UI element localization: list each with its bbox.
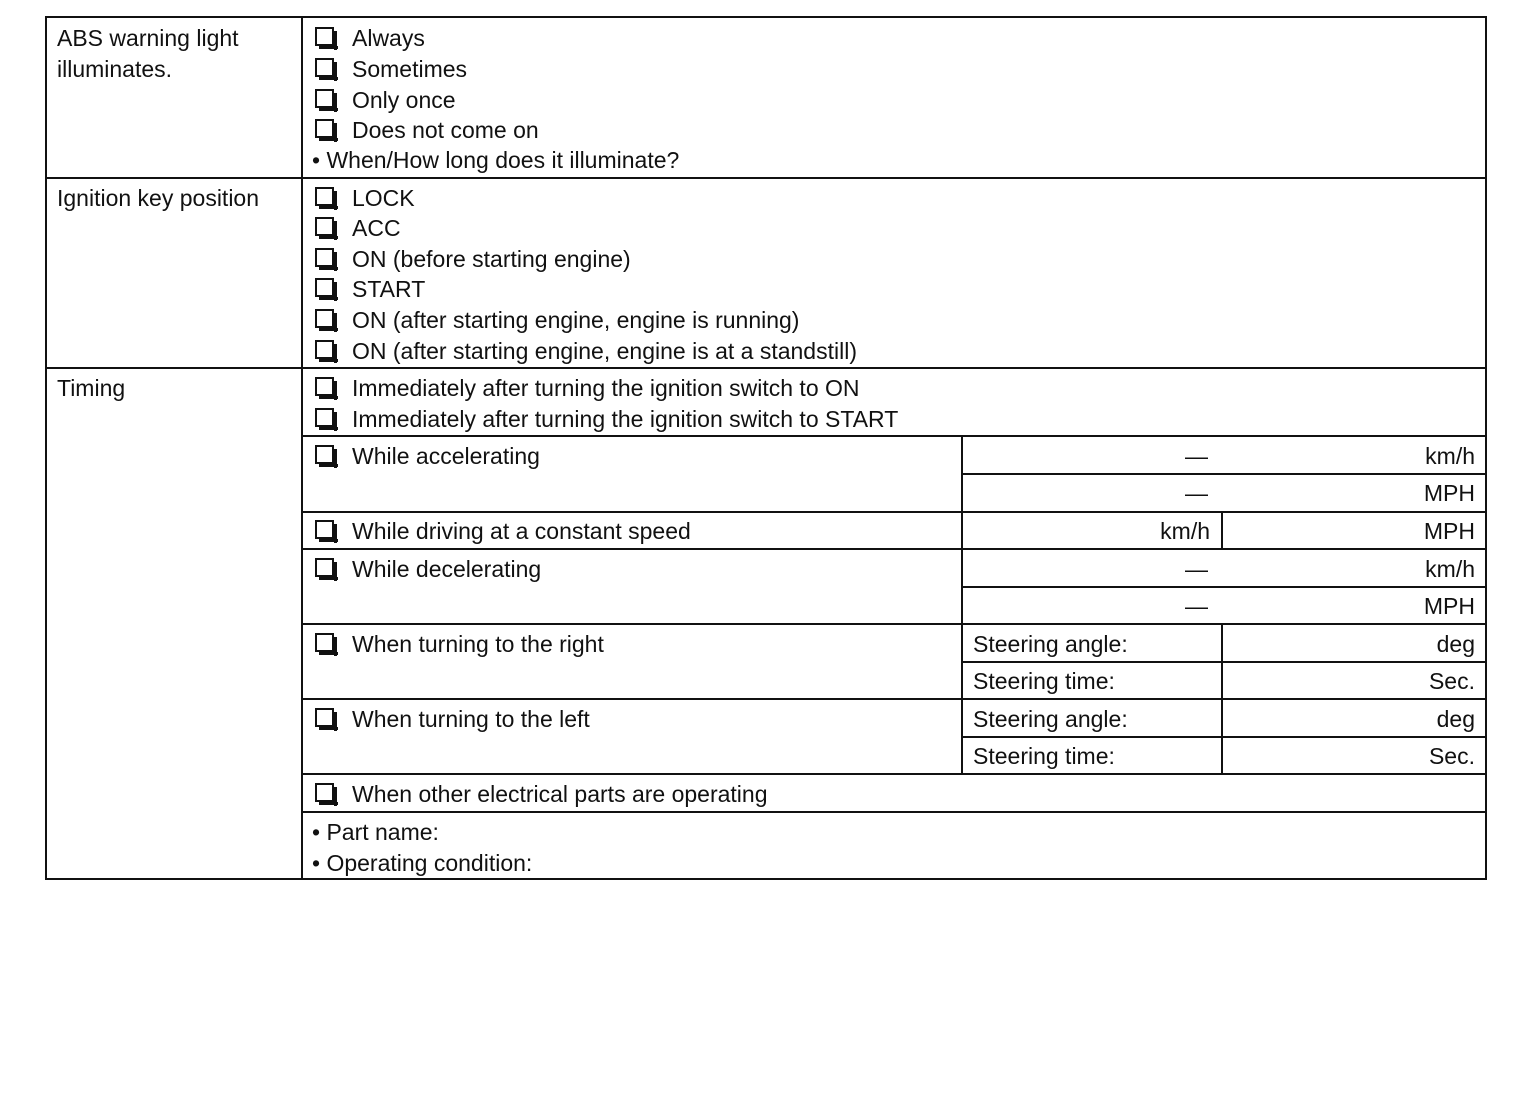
accel-mph-dash: — xyxy=(1185,480,1208,506)
timing-divider-7 xyxy=(301,811,1485,813)
timing-divider-right-sub xyxy=(961,661,1485,663)
option-does-not-come-on: Does not come on xyxy=(352,117,539,143)
decel-mph-dash: — xyxy=(1185,593,1208,619)
abs-when-how-long-note: • When/How long does it illuminate? xyxy=(312,147,680,173)
option-constant-speed: While driving at a constant speed xyxy=(352,518,691,544)
checkbox-always[interactable] xyxy=(315,27,334,46)
option-on-before-start: ON (before starting engine) xyxy=(352,246,631,272)
checkbox-turning-right[interactable] xyxy=(315,633,334,652)
right-steering-angle-label: Steering angle: xyxy=(973,631,1128,657)
checkbox-start[interactable] xyxy=(315,278,334,297)
left-steering-angle-label: Steering angle: xyxy=(973,706,1128,732)
left-steering-angle-unit: deg xyxy=(1436,706,1475,732)
option-start: START xyxy=(352,276,426,302)
decel-mph-unit: MPH xyxy=(1423,593,1475,619)
left-steering-time-label: Steering time: xyxy=(973,743,1115,769)
option-immediately-on: Immediately after turning the ignition switch to ON xyxy=(352,375,860,401)
constant-mph-unit: MPH xyxy=(1423,518,1475,544)
decel-kmh-dash: — xyxy=(1185,556,1208,582)
timing-label: Timing xyxy=(57,375,126,401)
checkbox-on-before-start[interactable] xyxy=(315,248,334,267)
checkbox-constant-speed[interactable] xyxy=(315,520,334,539)
accel-kmh-dash: — xyxy=(1185,443,1208,469)
checkbox-on-engine-standstill[interactable] xyxy=(315,340,334,359)
right-steering-angle-unit: deg xyxy=(1436,631,1475,657)
constant-kmh-unit: km/h xyxy=(1160,518,1210,544)
checkbox-while-decelerating[interactable] xyxy=(315,558,334,577)
timing-divider-decel-sub xyxy=(961,586,1485,588)
option-turning-left: When turning to the left xyxy=(352,706,590,732)
checkbox-only-once[interactable] xyxy=(315,89,334,108)
option-other-electrical: When other electrical parts are operating xyxy=(352,781,768,807)
value-column-divider xyxy=(961,435,963,775)
option-on-engine-standstill: ON (after starting engine, engine is at a standstill) xyxy=(352,338,857,364)
option-always: Always xyxy=(352,25,425,51)
checkbox-other-electrical[interactable] xyxy=(315,783,334,802)
checkbox-immediately-start[interactable] xyxy=(315,408,334,427)
timing-divider-4 xyxy=(301,623,1485,625)
accel-mph-unit: MPH xyxy=(1423,480,1475,506)
right-steering-time-label: Steering time: xyxy=(973,668,1115,694)
right-steering-time-unit: Sec. xyxy=(1428,668,1475,694)
part-name-field[interactable]: • Part name: xyxy=(312,819,439,845)
accel-kmh-unit: km/h xyxy=(1425,443,1475,469)
left-steering-time-unit: Sec. xyxy=(1428,743,1475,769)
option-immediately-start: Immediately after turning the ignition switch to START xyxy=(352,406,899,432)
checkbox-turning-left[interactable] xyxy=(315,708,334,727)
abs-label-line1: ABS warning light xyxy=(57,25,239,51)
option-acc: ACC xyxy=(352,215,401,241)
option-only-once: Only once xyxy=(352,87,456,113)
checkbox-while-accelerating[interactable] xyxy=(315,445,334,464)
checkbox-immediately-on[interactable] xyxy=(315,377,334,396)
timing-divider-2 xyxy=(301,511,1485,513)
timing-divider-left-sub xyxy=(961,736,1485,738)
unit-divider-steering xyxy=(1221,623,1223,775)
checkbox-does-not-come-on[interactable] xyxy=(315,119,334,138)
diagnostic-worksheet-table xyxy=(45,16,1487,880)
checkbox-acc[interactable] xyxy=(315,217,334,236)
option-on-engine-running: ON (after starting engine, engine is running) xyxy=(352,307,800,333)
timing-divider-1 xyxy=(301,435,1485,437)
abs-label-line2: illuminates. xyxy=(57,56,173,82)
decel-kmh-unit: km/h xyxy=(1425,556,1475,582)
checkbox-on-engine-running[interactable] xyxy=(315,309,334,328)
operating-condition-field[interactable]: • Operating condition: xyxy=(312,850,533,876)
unit-divider-constant xyxy=(1221,511,1223,550)
option-while-decelerating: While decelerating xyxy=(352,556,542,582)
checkbox-sometimes[interactable] xyxy=(315,58,334,77)
option-while-accelerating: While accelerating xyxy=(352,443,540,469)
column-divider xyxy=(301,18,303,878)
checkbox-lock[interactable] xyxy=(315,187,334,206)
timing-divider-accel-sub xyxy=(961,473,1485,475)
row-divider-abs xyxy=(47,177,1485,179)
timing-divider-6 xyxy=(301,773,1485,775)
timing-divider-3 xyxy=(301,548,1485,550)
option-turning-right: When turning to the right xyxy=(352,631,604,657)
option-lock: LOCK xyxy=(352,185,415,211)
ignition-label: Ignition key position xyxy=(57,185,260,211)
row-divider-ignition xyxy=(47,367,1485,369)
timing-divider-5 xyxy=(301,698,1485,700)
option-sometimes: Sometimes xyxy=(352,56,468,82)
